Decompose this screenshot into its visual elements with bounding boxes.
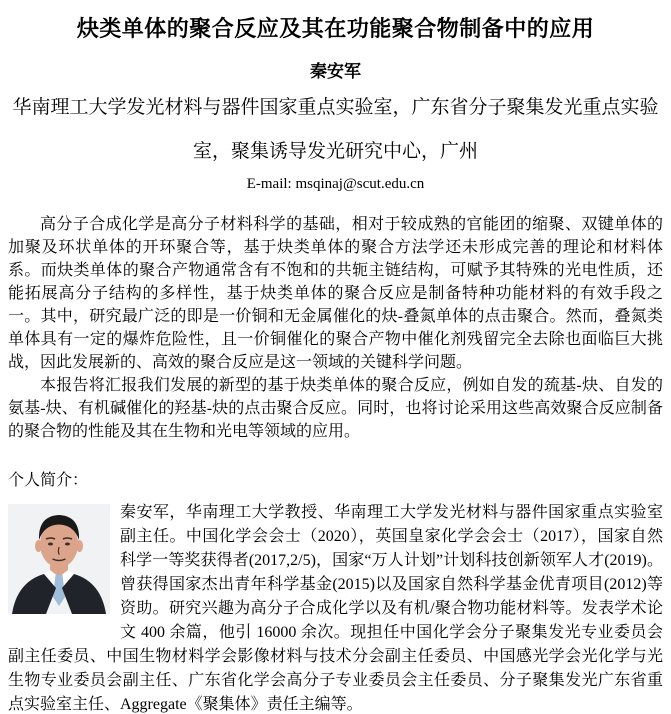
portrait-photo-illustration [8, 504, 110, 614]
abstract-paragraph-2: 本报告将汇报我们发展的新型的基于炔类单体的聚合反应，例如自发的巯基-炔、自发的氨基-炔、有机碱催化的羟基-炔的点击聚合反应。同时，也将讨论采用这些高效聚合反应制备的聚合物的性能及其在生物和光电等领域的应用。 [8, 377, 663, 440]
abstract-paragraph-1: 高分子合成化学是高分子材料科学的基础，相对于较成熟的官能团的缩聚、双键单体的加聚及环状单体的开环聚合等，基于炔类单体的聚合方法学还未形成完善的理论和材料体系。而炔类单体的聚合产物通常含有不饱和的共轭主链结构，可赋予其特殊的光电性质，还能拓展高分子结构的多样性，基于炔类单体的聚合反应是制备特种功能材料的有效手段之一。其中，研究最广泛的即是一价铜和无金属催化的炔-叠氮单体的点击聚合。然而，叠氮类单体具有一定的爆炸危险性，且一价铜催化的聚合产物中催化剂残留完全去除也面临巨大挑战，因此发展新的、高效的聚合反应是这一领域的关键科学问题。 [8, 216, 663, 371]
paper-title: 炔类单体的聚合反应及其在功能聚合物制备中的应用 [76, 16, 595, 41]
bio-section [8, 501, 663, 714]
affiliation: 华南理工大学发光材料与器件国家重点实验室，广东省分子聚集发光重点实验室，聚集诱导发光研究中心，广州 [12, 97, 659, 162]
portrait-photo [8, 504, 110, 614]
bio-heading: 个人简介： [8, 472, 89, 489]
bio-text: 秦安军，华南理工大学教授、华南理工大学发光材料与器件国家重点实验室副主任。中国化学会会士（2020），英国皇家化学会会士（2017），国家自然科学一等奖获得者(2017,2/5)，国家“万人计划”计划科技创新领军人才(2019)。曾获得国家杰出青年科学基金(2015)以及国家自然科学基金优青项目(2012)等资助。研究兴趣为高分子合成化学以及有机/聚合物功能材料等。发表学术论文 400 余篇，他引 16000 余次。现担任中国化学会分子聚集发光专业委员会副主任委员、中国生物材料学会影像材料与技术分会副主任委员、中国感光学会光化学与光生物专业委员会副主任、广东省化学会高分子专业委员会主任委员、分子聚集发光广东省重点实验室主任、Aggregate《聚集体》责任主编等。 [8, 504, 663, 713]
email-line: E-mail: msqinaj@scut.edu.cn [246, 176, 425, 192]
abstract-section [8, 213, 663, 443]
author-name: 秦安军 [310, 62, 361, 81]
